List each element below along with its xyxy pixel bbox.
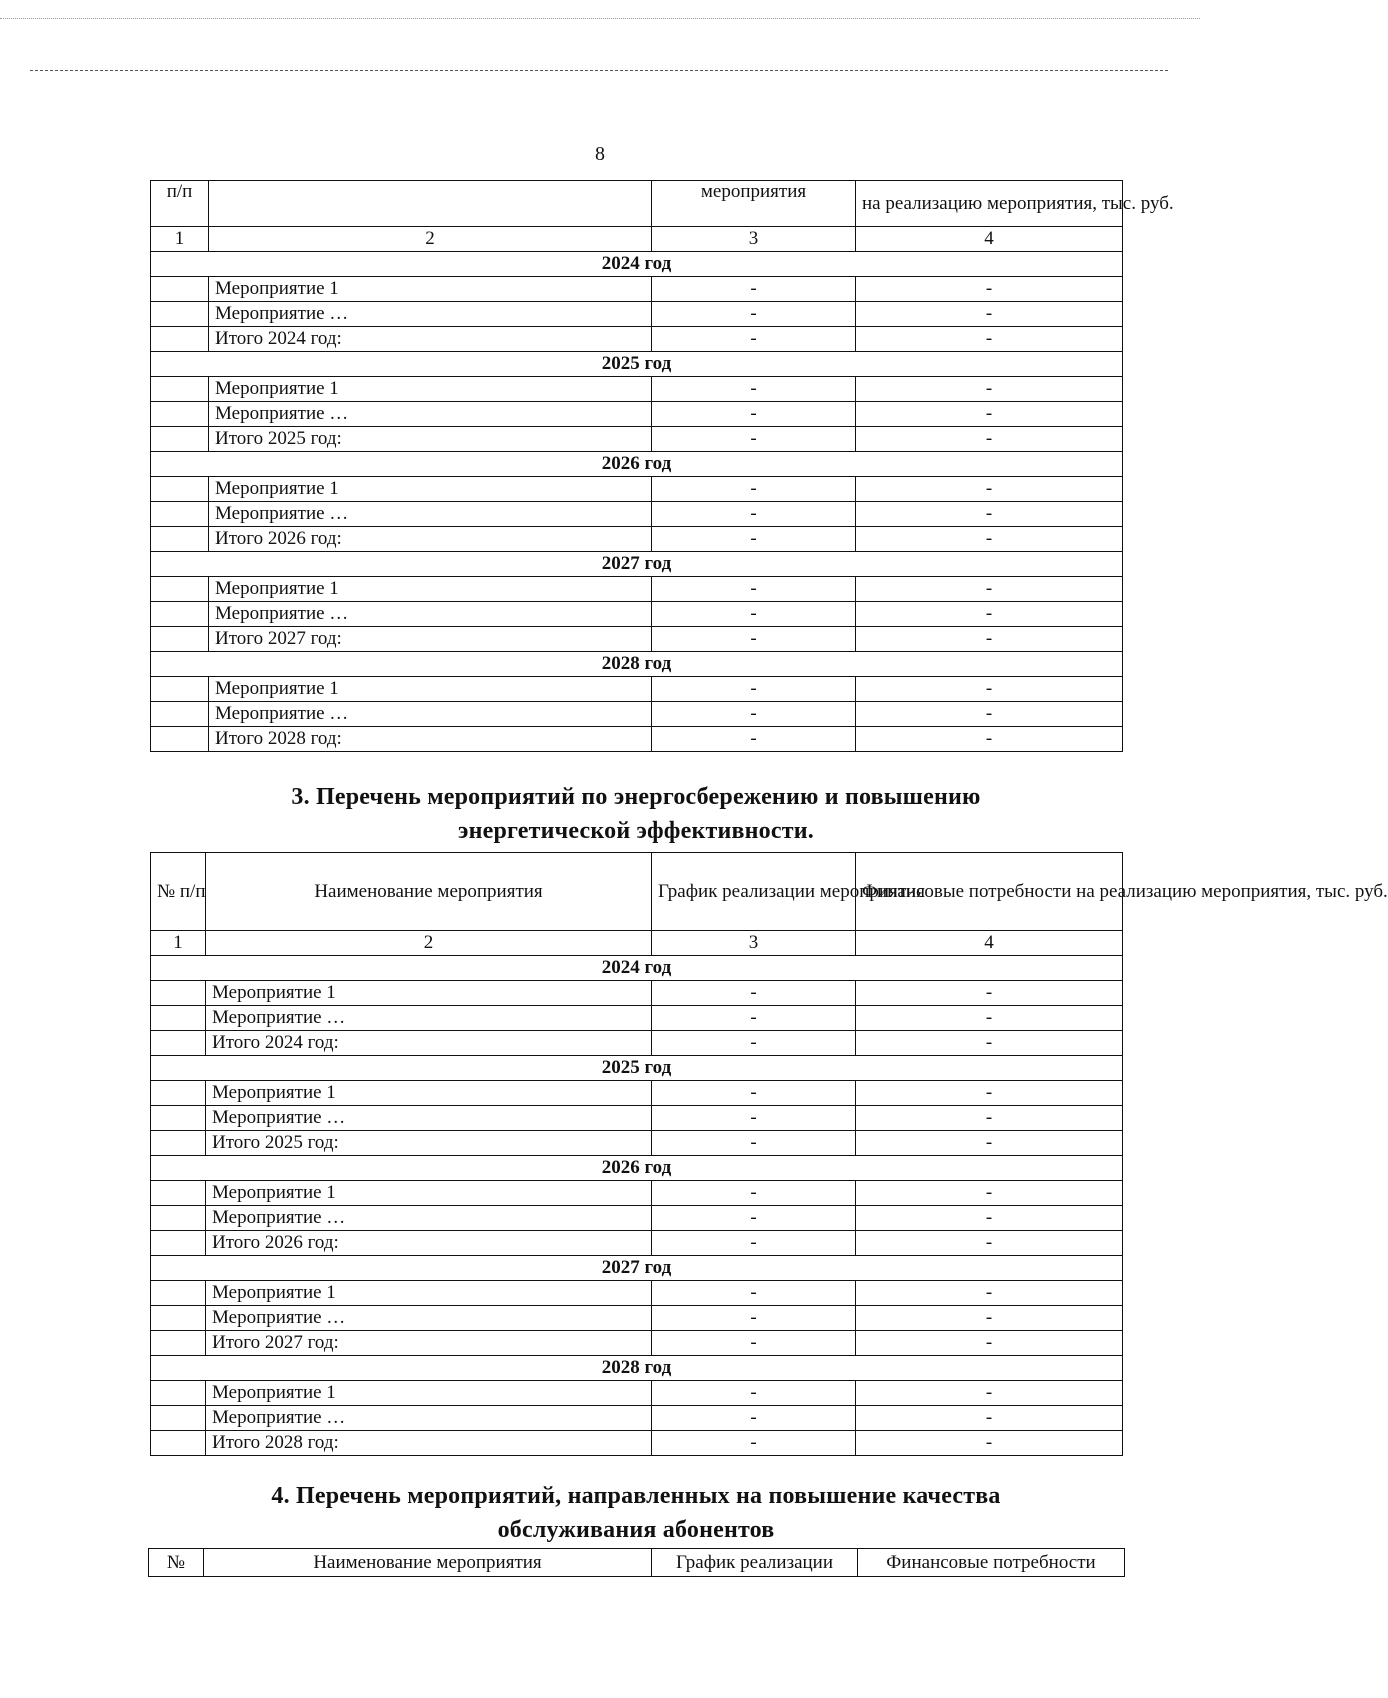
table-row — [151, 1106, 1123, 1131]
column-number: 4 — [856, 227, 1123, 252]
schedule-cell: - — [652, 1306, 856, 1331]
row-number-cell — [151, 502, 209, 527]
section-4-title-line: 4. Перечень мероприятий, направленных на повышение качества — [271, 1483, 1001, 1509]
row-number-cell — [151, 377, 209, 402]
column-number: 1 — [151, 931, 206, 956]
header-finance: Финансовые потребности на реализацию мероприятия, тыс. руб. — [856, 853, 1123, 931]
event-name-cell: Мероприятие 1 — [206, 1281, 652, 1306]
column-numbers-row — [151, 227, 1123, 252]
finance-cell: - — [856, 1406, 1123, 1431]
year-heading: 2026 год — [151, 1156, 1123, 1181]
row-number-cell — [151, 1281, 206, 1306]
finance-cell: - — [856, 477, 1123, 502]
total-row — [151, 527, 1123, 552]
finance-cell: - — [856, 677, 1123, 702]
schedule-cell: - — [652, 1206, 856, 1231]
table-row — [151, 1306, 1123, 1331]
table-row — [151, 1281, 1123, 1306]
schedule-cell: - — [652, 1106, 856, 1131]
schedule-cell: - — [652, 702, 856, 727]
finance-cell: - — [856, 377, 1123, 402]
year-heading: 2024 год — [151, 252, 1123, 277]
total-row — [151, 1231, 1123, 1256]
event-name-cell: Мероприятие … — [209, 502, 652, 527]
event-name-cell: Мероприятие 1 — [206, 1081, 652, 1106]
column-number: 2 — [206, 931, 652, 956]
schedule-cell: - — [652, 1381, 856, 1406]
finance-cell: - — [856, 402, 1123, 427]
year-group-row — [151, 956, 1123, 981]
row-number-cell — [151, 277, 209, 302]
finance-cell: - — [856, 1381, 1123, 1406]
header-number: № п/п — [151, 853, 206, 931]
total-row — [151, 327, 1123, 352]
row-number-cell — [151, 1206, 206, 1231]
column-number: 4 — [856, 931, 1123, 956]
table-row — [151, 577, 1123, 602]
schedule-cell: - — [652, 527, 856, 552]
row-number-cell — [151, 402, 209, 427]
schedule-cell: - — [652, 602, 856, 627]
total-label-cell: Итого 2024 год: — [209, 327, 652, 352]
table-row — [151, 1006, 1123, 1031]
schedule-cell: - — [652, 1131, 856, 1156]
schedule-cell: - — [652, 427, 856, 452]
finance-cell: - — [856, 1131, 1123, 1156]
service-quality-table — [148, 1548, 1125, 1577]
row-number-cell — [151, 1406, 206, 1431]
table-row — [151, 1181, 1123, 1206]
event-name-cell: Мероприятие … — [209, 302, 652, 327]
row-number-cell — [151, 702, 209, 727]
header-name: Наименование мероприятия — [206, 853, 652, 931]
header-name — [209, 181, 652, 227]
total-label-cell: Итого 2028 год: — [209, 727, 652, 752]
row-number-cell — [151, 627, 209, 652]
row-number-cell — [151, 1331, 206, 1356]
event-name-cell: Мероприятие … — [206, 1406, 652, 1431]
total-row — [151, 1431, 1123, 1456]
header-finance: на реализацию мероприятия, тыс. руб. — [856, 181, 1123, 227]
table-row — [151, 1206, 1123, 1231]
table-row — [151, 702, 1123, 727]
year-group-row — [151, 652, 1123, 677]
year-heading: 2028 год — [151, 1356, 1123, 1381]
total-row — [151, 427, 1123, 452]
year-group-row — [151, 452, 1123, 477]
events-table-continued — [150, 180, 1174, 752]
finance-cell: - — [856, 427, 1123, 452]
section-3-title — [150, 780, 1122, 848]
finance-cell: - — [856, 602, 1123, 627]
row-number-cell — [151, 602, 209, 627]
finance-cell: - — [856, 1106, 1123, 1131]
table-row — [151, 277, 1123, 302]
schedule-cell: - — [652, 502, 856, 527]
row-number-cell — [151, 577, 209, 602]
finance-cell: - — [856, 577, 1123, 602]
event-name-cell: Мероприятие … — [206, 1306, 652, 1331]
table-header-row — [151, 181, 1123, 227]
column-number: 1 — [151, 227, 209, 252]
schedule-cell: - — [652, 302, 856, 327]
total-label-cell: Итого 2026 год: — [209, 527, 652, 552]
year-group-row — [151, 1056, 1123, 1081]
event-name-cell: Мероприятие … — [209, 602, 652, 627]
row-number-cell — [151, 527, 209, 552]
total-label-cell: Итого 2025 год: — [206, 1131, 652, 1156]
finance-cell: - — [856, 1031, 1123, 1056]
schedule-cell: - — [652, 1081, 856, 1106]
event-name-cell: Мероприятие … — [209, 402, 652, 427]
finance-cell: - — [856, 1331, 1123, 1356]
year-heading: 2026 год — [151, 452, 1123, 477]
total-label-cell: Итого 2025 год: — [209, 427, 652, 452]
finance-cell: - — [856, 702, 1123, 727]
header-rule — [30, 70, 1168, 71]
schedule-cell: - — [652, 1006, 856, 1031]
row-number-cell — [151, 327, 209, 352]
schedule-cell: - — [652, 1281, 856, 1306]
schedule-cell: - — [652, 402, 856, 427]
total-row — [151, 627, 1123, 652]
row-number-cell — [151, 1381, 206, 1406]
finance-cell: - — [856, 527, 1123, 552]
table-row — [151, 1406, 1123, 1431]
year-group-row — [151, 1356, 1123, 1381]
finance-cell: - — [856, 1081, 1123, 1106]
row-number-cell — [151, 677, 209, 702]
column-number: 2 — [209, 227, 652, 252]
table-row — [151, 302, 1123, 327]
table-row — [151, 981, 1123, 1006]
finance-cell: - — [856, 1006, 1123, 1031]
event-name-cell: Мероприятие 1 — [206, 1381, 652, 1406]
total-label-cell: Итого 2027 год: — [206, 1331, 652, 1356]
schedule-cell: - — [652, 1031, 856, 1056]
table-row — [151, 402, 1123, 427]
year-heading: 2028 год — [151, 652, 1123, 677]
section-3-title-line: 3. Перечень мероприятий по энергосбережению и повышению — [291, 784, 981, 810]
total-row — [151, 1331, 1123, 1356]
year-heading: 2027 год — [151, 1256, 1123, 1281]
table-row — [151, 1081, 1123, 1106]
total-label-cell: Итого 2027 год: — [209, 627, 652, 652]
header-schedule: мероприятия — [652, 181, 856, 227]
event-name-cell: Мероприятие 1 — [209, 377, 652, 402]
year-heading: 2024 год — [151, 956, 1123, 981]
schedule-cell: - — [652, 377, 856, 402]
finance-cell: - — [856, 627, 1123, 652]
event-name-cell: Мероприятие 1 — [209, 677, 652, 702]
event-name-cell: Мероприятие 1 — [206, 1181, 652, 1206]
table-row — [151, 1381, 1123, 1406]
row-number-cell — [151, 427, 209, 452]
table-row — [151, 602, 1123, 627]
finance-cell: - — [856, 1206, 1123, 1231]
row-number-cell — [151, 1031, 206, 1056]
finance-cell: - — [856, 1431, 1123, 1456]
total-row — [151, 727, 1123, 752]
total-row — [151, 1031, 1123, 1056]
finance-cell: - — [856, 1181, 1123, 1206]
finance-cell: - — [856, 302, 1123, 327]
energy-saving-table — [150, 852, 1388, 1456]
table-row — [151, 502, 1123, 527]
row-number-cell — [151, 1006, 206, 1031]
year-group-row — [151, 1256, 1123, 1281]
header-name: Наименование мероприятия — [204, 1549, 652, 1577]
schedule-cell: - — [652, 1231, 856, 1256]
event-name-cell: Мероприятие 1 — [209, 277, 652, 302]
table-row — [151, 377, 1123, 402]
schedule-cell: - — [652, 1181, 856, 1206]
schedule-cell: - — [652, 277, 856, 302]
row-number-cell — [151, 1081, 206, 1106]
year-group-row — [151, 252, 1123, 277]
schedule-cell: - — [652, 1431, 856, 1456]
finance-cell: - — [856, 1281, 1123, 1306]
header-schedule: График реализации мероприятия — [652, 853, 856, 931]
finance-cell: - — [856, 502, 1123, 527]
column-numbers-row — [151, 931, 1123, 956]
header-number: п/п — [151, 181, 209, 227]
row-number-cell — [151, 1431, 206, 1456]
finance-cell: - — [856, 727, 1123, 752]
table-header-row — [151, 853, 1123, 931]
schedule-cell: - — [652, 677, 856, 702]
finance-cell: - — [856, 981, 1123, 1006]
row-number-cell — [151, 1231, 206, 1256]
total-label-cell: Итого 2026 год: — [206, 1231, 652, 1256]
table-row — [151, 477, 1123, 502]
header-finance: Финансовые потребности — [858, 1549, 1125, 1577]
event-name-cell: Мероприятие … — [206, 1106, 652, 1131]
column-number: 3 — [652, 931, 856, 956]
row-number-cell — [151, 1131, 206, 1156]
row-number-cell — [151, 1181, 206, 1206]
event-name-cell: Мероприятие … — [206, 1006, 652, 1031]
finance-cell: - — [856, 277, 1123, 302]
total-label-cell: Итого 2024 год: — [206, 1031, 652, 1056]
header-number: № — [149, 1549, 204, 1577]
schedule-cell: - — [652, 327, 856, 352]
header-schedule: График реализации — [652, 1549, 858, 1577]
finance-cell: - — [856, 327, 1123, 352]
year-heading: 2027 год — [151, 552, 1123, 577]
schedule-cell: - — [652, 477, 856, 502]
row-number-cell — [151, 1306, 206, 1331]
event-name-cell: Мероприятие 1 — [206, 981, 652, 1006]
total-row — [151, 1131, 1123, 1156]
schedule-cell: - — [652, 577, 856, 602]
row-number-cell — [151, 1106, 206, 1131]
row-number-cell — [151, 981, 206, 1006]
column-number: 3 — [652, 227, 856, 252]
event-name-cell: Мероприятие … — [206, 1206, 652, 1231]
schedule-cell: - — [652, 1406, 856, 1431]
total-label-cell: Итого 2028 год: — [206, 1431, 652, 1456]
section-4-title — [150, 1479, 1122, 1547]
row-number-cell — [151, 302, 209, 327]
table-header-row — [149, 1549, 1125, 1577]
finance-cell: - — [856, 1231, 1123, 1256]
schedule-cell: - — [652, 1331, 856, 1356]
section-3-title-line: энергетической эффективности. — [458, 818, 814, 844]
event-name-cell: Мероприятие 1 — [209, 477, 652, 502]
event-name-cell: Мероприятие 1 — [209, 577, 652, 602]
year-group-row — [151, 552, 1123, 577]
section-4-title-line: обслуживания абонентов — [497, 1517, 775, 1543]
year-heading: 2025 год — [151, 352, 1123, 377]
schedule-cell: - — [652, 727, 856, 752]
schedule-cell: - — [652, 981, 856, 1006]
page-number: 8 — [595, 143, 605, 165]
finance-cell: - — [856, 1306, 1123, 1331]
year-group-row — [151, 1156, 1123, 1181]
year-heading: 2025 год — [151, 1056, 1123, 1081]
scan-edge-line — [0, 18, 1200, 19]
event-name-cell: Мероприятие … — [209, 702, 652, 727]
table-row — [151, 677, 1123, 702]
row-number-cell — [151, 727, 209, 752]
row-number-cell — [151, 477, 209, 502]
schedule-cell: - — [652, 627, 856, 652]
year-group-row — [151, 352, 1123, 377]
